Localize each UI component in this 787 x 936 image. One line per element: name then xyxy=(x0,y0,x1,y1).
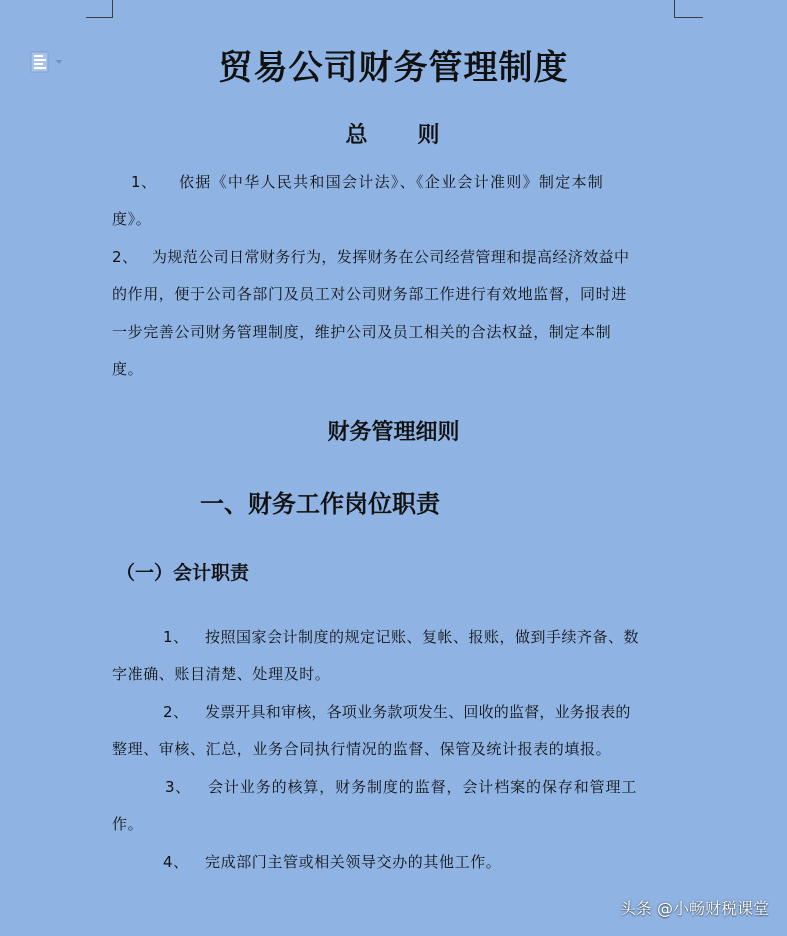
duty-2-line-1 xyxy=(163,701,631,722)
general-item-2-line-3: 一步完善公司财务管理制度，维护公司及员工相关的合法权益，制定本制 xyxy=(112,323,612,341)
duty-3-line-1 xyxy=(165,776,637,797)
duty-2-number: 2、 xyxy=(163,703,189,721)
duty-1-number: 1、 xyxy=(163,628,189,646)
document-title: 贸易公司财务管理制度 xyxy=(218,48,569,88)
rules-heading: 财务管理细则 xyxy=(327,419,460,445)
general-item-2-line-4: 度。 xyxy=(112,360,144,378)
general-item-1-number: 1、 xyxy=(131,173,157,191)
section-1-heading: 一、财务工作岗位职责 xyxy=(200,489,440,518)
general-item-1-line-1 xyxy=(131,171,604,192)
duty-1-text-1: 按照国家会计制度的规定记账、复帐、报账，做到手续齐备、数 xyxy=(205,628,640,646)
duty-2-text-1: 发票开具和审核，各项业务款项发生、回收的监督，业务报表的 xyxy=(205,703,631,721)
general-provisions-heading xyxy=(0,118,787,149)
general-item-1-text-1: 依据《中华人民共和国会计法》、《企业会计准则》制定本制 xyxy=(179,173,605,191)
duty-1-line-2: 字准确、账目清楚、处理及时。 xyxy=(112,665,331,683)
watermark: 头条 @小畅财税课堂 xyxy=(619,899,769,918)
subsection-1-heading: （一）会计职责 xyxy=(116,562,250,584)
duty-1-line-1 xyxy=(163,626,639,647)
general-item-2-line-2: 的作用，便于公司各部门及员工对公司财务部工作进行有效地监督，同时进 xyxy=(112,285,627,303)
general-item-2-number: 2、 xyxy=(112,248,138,266)
general-heading-char-1: 总 xyxy=(345,122,370,148)
general-heading-char-2: 则 xyxy=(417,122,442,148)
general-item-2-text-1: 为规范公司日常财务行为，发挥财务在公司经营管理和提高经济效益中 xyxy=(152,248,630,266)
duty-4-number: 4、 xyxy=(163,853,189,871)
general-item-2-line-1 xyxy=(112,246,629,267)
duty-4-text-1: 完成部门主管或相关领导交办的其他工作。 xyxy=(205,853,502,871)
duty-2-line-2: 整理、审核、汇总，业务合同执行情况的监督、保管及统计报表的填报。 xyxy=(112,740,612,758)
duty-3-text-1: 会计业务的核算，财务制度的监督，会计档案的保存和管理工 xyxy=(208,778,638,796)
margin-corner-mark-right xyxy=(674,0,703,18)
margin-corner-mark-left xyxy=(86,0,113,18)
general-item-1-line-2: 度》。 xyxy=(112,210,152,228)
duty-3-line-2: 作。 xyxy=(112,815,144,833)
duty-4-line-1 xyxy=(163,851,501,872)
duty-3-number: 3、 xyxy=(165,778,191,796)
